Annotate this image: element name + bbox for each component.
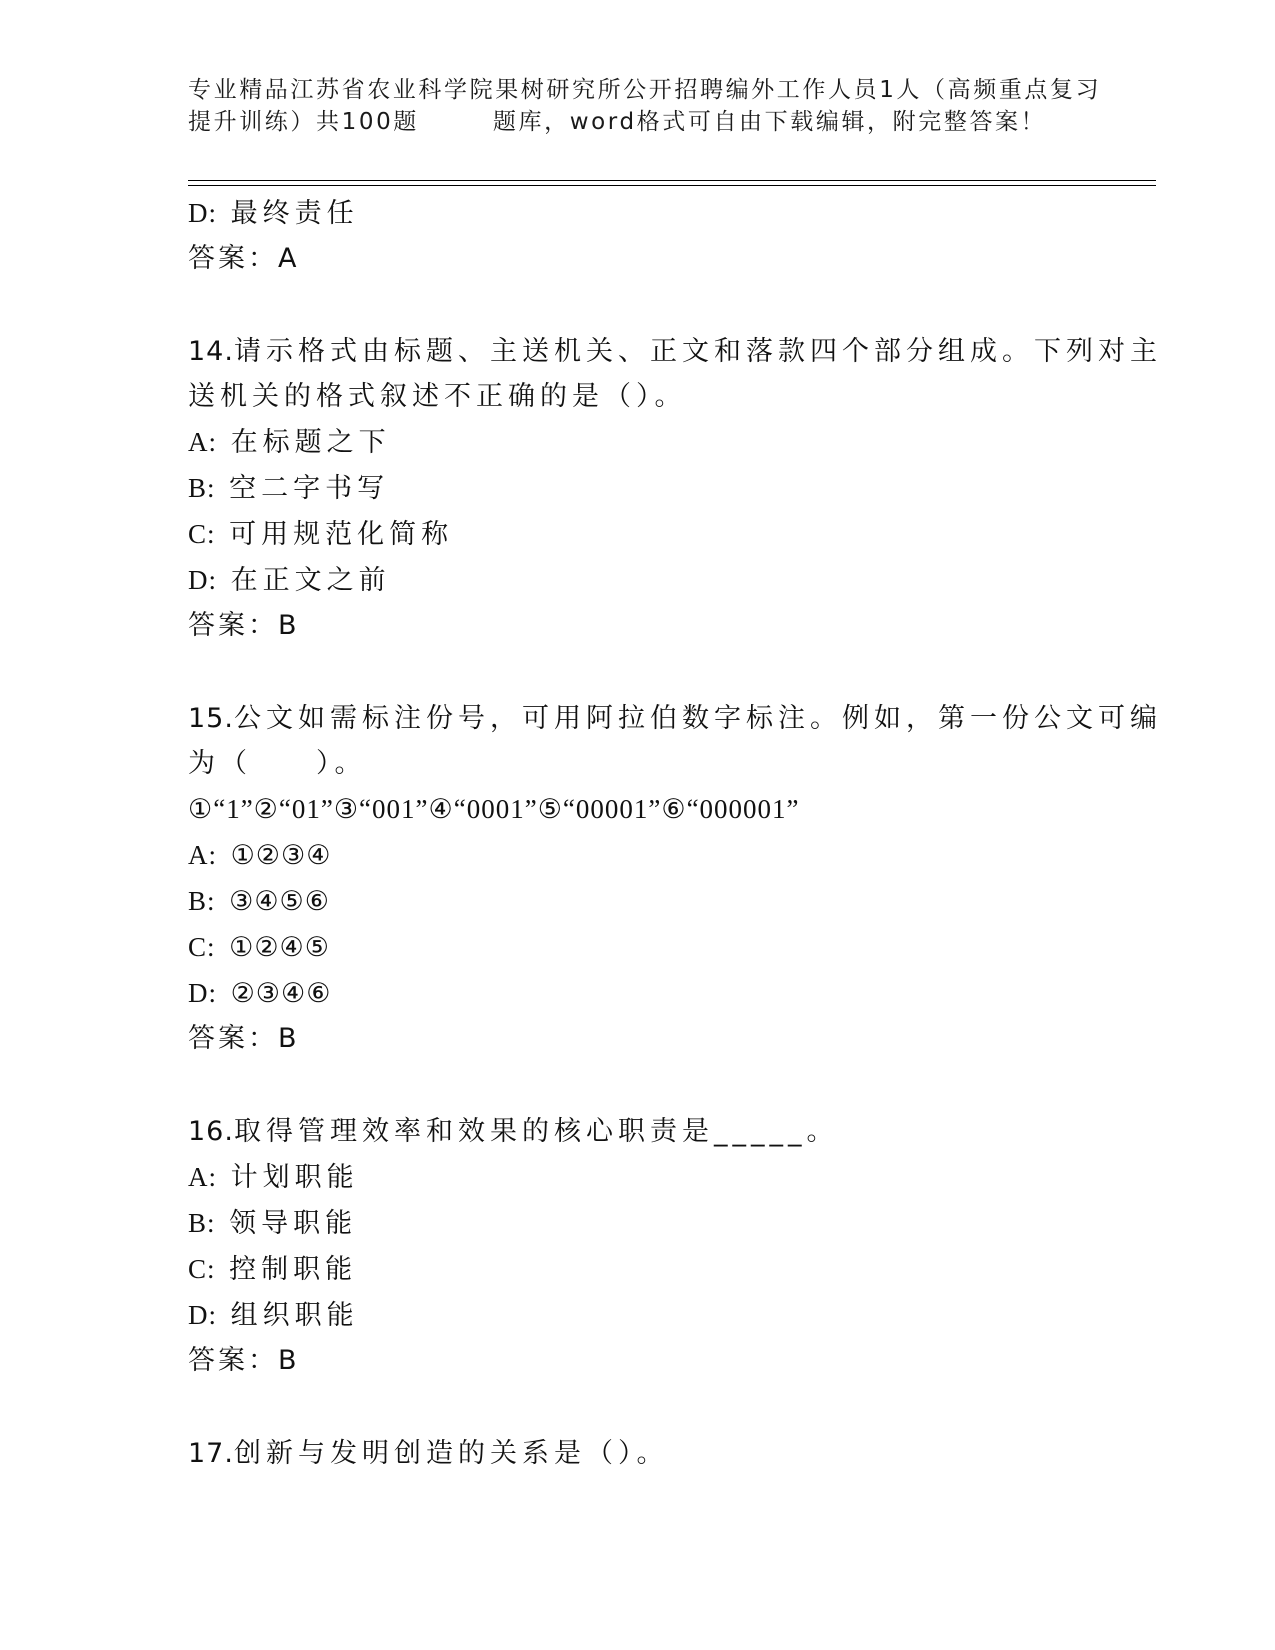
- option-b: [188, 1200, 1088, 1246]
- option-label: D:: [188, 198, 217, 228]
- option-text: ②③④⑥: [230, 978, 332, 1008]
- option-a: [188, 1154, 1088, 1200]
- prev-answer: 答案：A: [188, 243, 300, 274]
- option-label: A:: [188, 427, 217, 457]
- option-text: 最终责任: [230, 198, 359, 229]
- question-15: [188, 696, 1162, 1062]
- option-text: 在标题之下: [230, 427, 391, 458]
- question-16: [188, 1109, 1088, 1384]
- question-stem-line-1: [188, 1431, 1088, 1476]
- document-header: [188, 74, 1102, 138]
- option-text: 领导职能: [229, 1208, 358, 1239]
- option-d: [188, 557, 1088, 603]
- option-label: C:: [188, 932, 216, 962]
- option-text: 空二字书写: [229, 473, 390, 504]
- option-label: A:: [188, 840, 217, 870]
- option-c: [188, 1246, 1088, 1292]
- option-label: A:: [188, 1162, 217, 1192]
- option-text: 可用规范化简称: [229, 519, 454, 550]
- option-text: 在正文之前: [230, 565, 391, 596]
- question-number: 17.: [188, 1438, 234, 1469]
- document-body: [188, 190, 1162, 1476]
- prev-option-d: [188, 190, 1088, 236]
- option-label: C:: [188, 1254, 216, 1284]
- option-label: C:: [188, 519, 216, 549]
- header-line-2: [188, 106, 1088, 138]
- option-label: B:: [188, 473, 216, 503]
- question-stem-line-2: 送机关的格式叙述不正确的是（）。: [188, 381, 687, 412]
- option-a: [188, 419, 1088, 465]
- question-stem-line-2: 为（ ）。: [188, 748, 367, 779]
- option-label: D:: [188, 1300, 217, 1330]
- question-text: 创新与发明创造的关系是（）。: [233, 1438, 669, 1469]
- header-divider-top: [188, 180, 1156, 181]
- question-14: [188, 329, 1162, 649]
- header-line-1: 专业精品江苏省农业科学院果树研究所公开招聘编外工作人员1人（高频重点复习: [188, 77, 1102, 103]
- option-text: ①②③④: [230, 840, 332, 870]
- option-label: D:: [188, 565, 217, 595]
- option-c: [188, 511, 1088, 557]
- option-text: ①②④⑤: [229, 932, 330, 962]
- option-label: B:: [188, 1208, 216, 1238]
- question-text: 取得管理效率和效果的核心职责是_____。: [233, 1116, 839, 1147]
- question-stem-line-1: [188, 696, 1162, 741]
- question-items: ①“1”②“01”③“001”④“0001”⑤“00001”⑥“000001”: [188, 794, 800, 824]
- option-text: 控制职能: [229, 1254, 358, 1285]
- option-b: [188, 878, 1088, 924]
- question-number: 14.: [188, 336, 234, 367]
- option-label: B:: [188, 886, 216, 916]
- question-number: 15.: [188, 703, 234, 734]
- question-text: 请示格式由标题、主送机关、正文和落款四个部分组成。下列对主: [233, 336, 1162, 367]
- option-a: [188, 832, 1088, 878]
- answer: 答案：B: [188, 1023, 300, 1054]
- question-stem-line-1: [188, 1109, 1088, 1154]
- header-line-2-part-a: 提升训练）共100题: [188, 109, 419, 135]
- header-line-2-part-b: 题库，word格式可自由下载编辑，附完整答案！: [492, 109, 1047, 135]
- option-d: [188, 1292, 1088, 1338]
- question-stem-line-1: [188, 329, 1162, 374]
- header-divider-bottom: [188, 185, 1156, 186]
- answer: 答案：B: [188, 1345, 300, 1376]
- question-17: [188, 1431, 1088, 1476]
- answer: 答案：B: [188, 610, 300, 641]
- option-text: ③④⑤⑥: [229, 886, 330, 916]
- question-text: 公文如需标注份号，可用阿拉伯数字标注。例如，第一份公文可编: [233, 703, 1162, 734]
- option-text: 计划职能: [230, 1162, 359, 1193]
- option-b: [188, 465, 1088, 511]
- option-text: 组织职能: [230, 1300, 359, 1331]
- option-c: [188, 924, 1088, 970]
- question-number: 16.: [188, 1116, 234, 1147]
- option-d: [188, 970, 1088, 1016]
- option-label: D:: [188, 978, 217, 1008]
